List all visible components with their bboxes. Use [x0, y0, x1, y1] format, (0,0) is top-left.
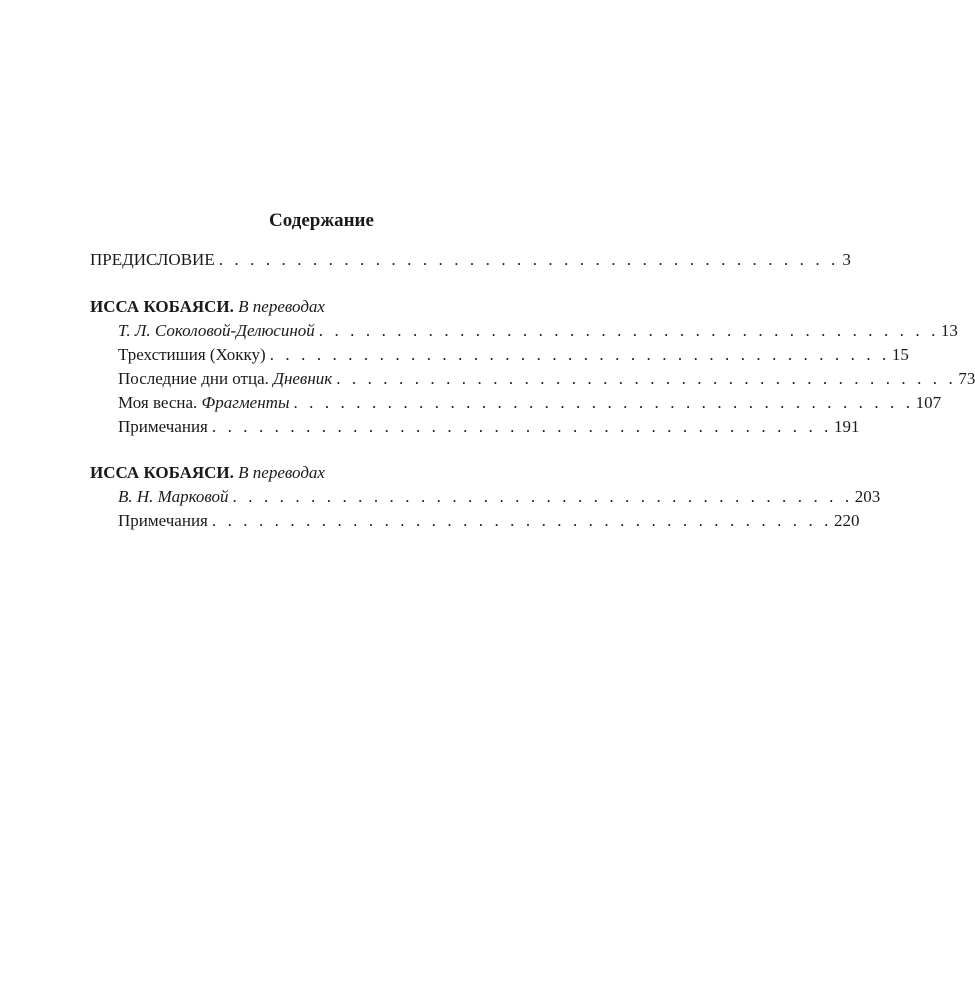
- toc-title: Содержание: [269, 210, 374, 231]
- section-translation-note: В переводах: [238, 463, 325, 482]
- toc-entry-label: ПРЕДИСЛОВИЕ: [90, 250, 215, 269]
- dot-leader: . . . . . . . . . . . . . . . . . . . . . . . . . . . . . . . . . . . . . . . .: [211, 511, 833, 530]
- toc-entry-label: Примечания: [118, 511, 208, 530]
- toc-entry-page: 3: [842, 250, 851, 269]
- section-author: ИССА КОБАЯСИ.: [90, 463, 234, 482]
- toc-entry-label: Т. Л. Соколовой-Делюсиной: [118, 321, 315, 340]
- toc-entry-page: 220: [834, 511, 860, 530]
- toc-entry-label: Трехстишия (Хокку): [118, 345, 266, 364]
- dot-leader: . . . . . . . . . . . . . . . . . . . . . . . . . . . . . . . . . . . . . . . .: [218, 250, 839, 269]
- toc-entry-page: 191: [834, 417, 860, 436]
- toc-entry-label: Последние дни отца. Дневник: [118, 369, 333, 388]
- toc-entry-page: 203: [854, 487, 881, 506]
- toc-entry-notes-1[interactable]: [90, 415, 860, 439]
- toc-entry-haiku[interactable]: [90, 343, 909, 367]
- toc-entry-last-days[interactable]: [90, 367, 975, 391]
- toc-entry-label: В. Н. Марковой: [118, 487, 229, 506]
- toc-entry-notes-2[interactable]: [90, 509, 860, 533]
- toc-entry-subtitle: Дневник: [273, 369, 333, 388]
- toc-entry-page: 73: [958, 369, 975, 388]
- dot-leader: . . . . . . . . . . . . . . . . . . . . . . . . . . . . . . . . . . . . . . . .: [211, 417, 833, 436]
- dot-leader: . . . . . . . . . . . . . . . . . . . . . . . . . . . . . . . . . . . . . . . .: [232, 487, 853, 506]
- toc-entry-label: Моя весна. Фрагменты: [118, 393, 290, 412]
- section-author: ИССА КОБАЯСИ.: [90, 297, 234, 316]
- dot-leader: . . . . . . . . . . . . . . . . . . . . . . . . . . . . . . . . . . . . . . . .: [336, 369, 957, 388]
- toc-entry-page: 13: [940, 321, 958, 340]
- toc-entry-my-spring[interactable]: [90, 391, 942, 415]
- toc-entry-label: Примечания: [118, 417, 208, 436]
- toc-entry-translator-1[interactable]: [90, 319, 958, 343]
- dot-leader: . . . . . . . . . . . . . . . . . . . . . . . . . . . . . . . . . . . . . . . .: [293, 393, 914, 412]
- toc-entry-translator-2[interactable]: [90, 485, 881, 509]
- toc-entry-page: 107: [915, 393, 942, 412]
- dot-leader: . . . . . . . . . . . . . . . . . . . . . . . . . . . . . . . . . . . . . . . .: [318, 321, 939, 340]
- section-heading-2: [90, 461, 515, 485]
- toc-entry-subtitle: Фрагменты: [201, 393, 290, 412]
- table-of-contents: [90, 248, 975, 533]
- section-translation-note: В переводах: [238, 297, 325, 316]
- toc-entry-preface[interactable]: [90, 248, 851, 272]
- section-heading-1: [90, 295, 515, 319]
- toc-entry-page: 15: [891, 345, 909, 364]
- dot-leader: . . . . . . . . . . . . . . . . . . . . . . . . . . . . . . . . . . . . . . . .: [269, 345, 890, 364]
